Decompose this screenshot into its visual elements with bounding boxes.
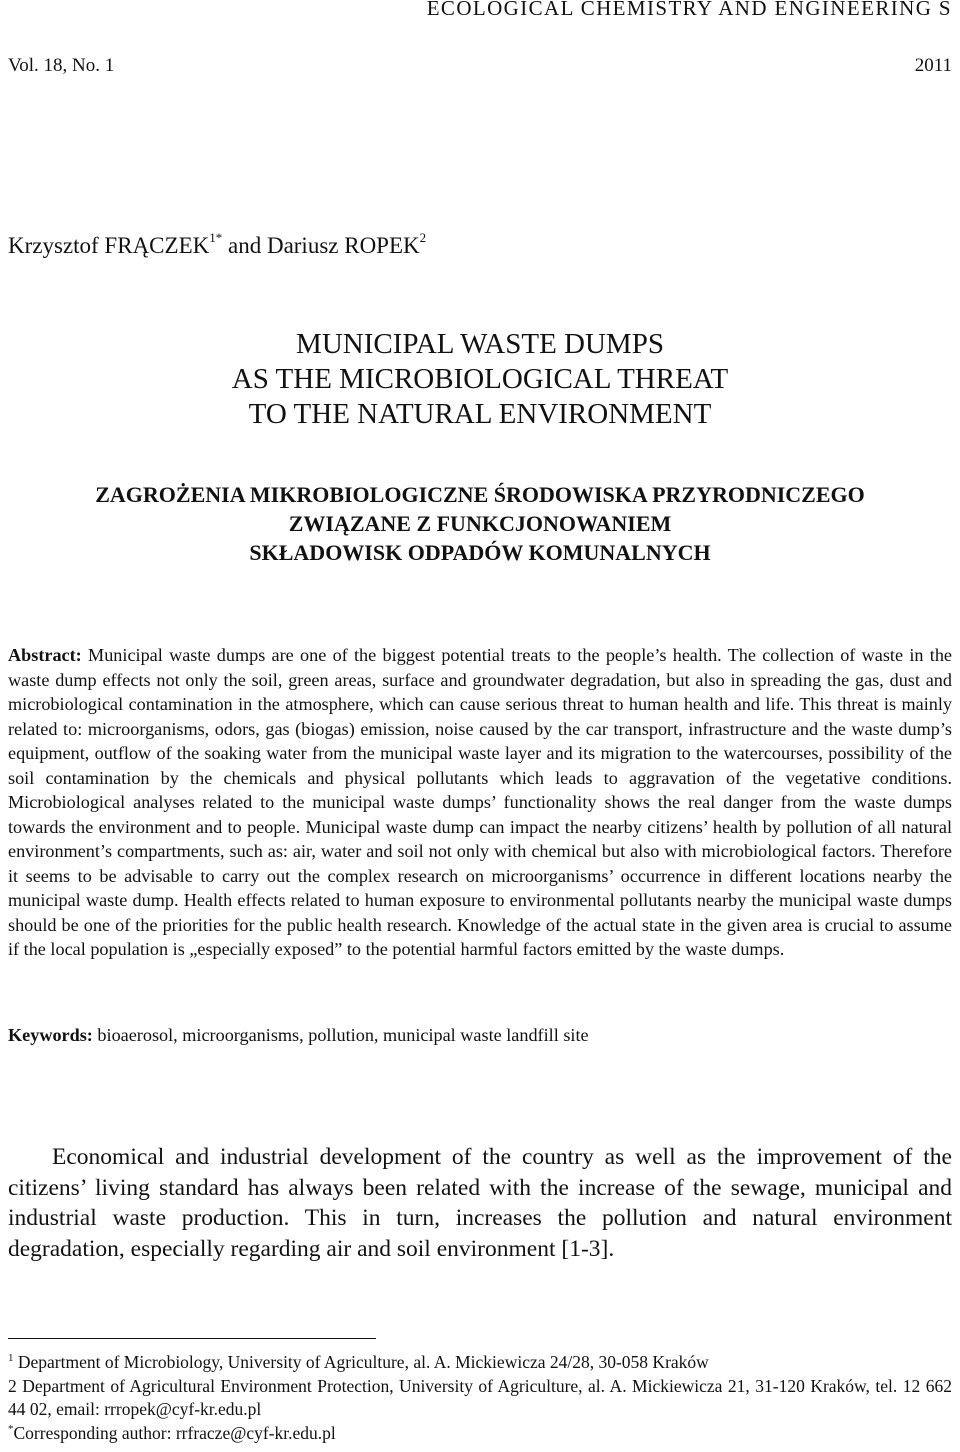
keywords-text: bioaerosol, microorganisms, pollution, municipal waste landfill site bbox=[97, 1025, 589, 1045]
title-pl-line-3: SKŁADOWISK ODPADÓW KOMUNALNYCH bbox=[249, 540, 711, 565]
footnote-2 bbox=[8, 1375, 952, 1422]
footnote-2-text: Department of Agricultural Environment Protection, University of Agriculture, al. A. Mickiewicza 21, 31-120 Kraków, tel. 12 662 44 02, email: rrropek@cyf-kr.edu.pl bbox=[8, 1375, 952, 1419]
intro-paragraph: Economical and industrial development of the country as well as the improvement of the citizens’ living standard has always been related with the increase of the sewage, municipal and industrial waste production. This in turn, increases the pollution and natural environment degradation, especially regarding air and soil environment [1-3]. bbox=[8, 1144, 952, 1262]
publication-year: 2011 bbox=[914, 55, 952, 76]
author-2-name: Dariusz ROPEK bbox=[266, 233, 420, 258]
title-pl-line-1: ZAGROŻENIA MIKROBIOLOGICZNE ŚRODOWISKA PRZYRODNICZEGO bbox=[95, 482, 865, 507]
journal-name: ECOLOGICAL CHEMISTRY AND ENGINEERING S bbox=[426, 0, 952, 20]
footnote-separator bbox=[8, 1338, 376, 1339]
author-2-affiliation-mark: 2 bbox=[419, 230, 427, 245]
author-1-name: Krzysztof FRĄCZEK bbox=[8, 233, 210, 258]
footnote-1-text: Department of Microbiology, University of Agriculture, al. A. Mickiewicza 24/28, 30-058 Kraków bbox=[17, 1352, 709, 1372]
footnote-3 bbox=[8, 1422, 952, 1446]
footnote-3-mark: * bbox=[8, 1422, 14, 1435]
footnotes bbox=[8, 1351, 952, 1445]
author-connector: and bbox=[227, 233, 262, 258]
title-en-line-3: TO THE NATURAL ENVIRONMENT bbox=[248, 398, 712, 430]
title-en-line-2: AS THE MICROBIOLOGICAL THREAT bbox=[231, 363, 729, 395]
title-polish bbox=[0, 480, 960, 567]
footnote-1-mark: 1 bbox=[8, 1352, 14, 1364]
title-pl-line-2: ZWIĄZANE Z FUNKCJONOWANIEM bbox=[288, 511, 672, 536]
footnote-3-text: Corresponding author: rrfracze@cyf-kr.edu.pl bbox=[13, 1422, 336, 1443]
author-line bbox=[8, 230, 427, 259]
footnote-1 bbox=[8, 1351, 952, 1375]
keywords-label: Keywords: bbox=[8, 1025, 93, 1045]
author-1-affiliation-mark: 1* bbox=[209, 230, 223, 245]
abstract-text: Municipal waste dumps are one of the biggest potential treats to the people’s health. The collection of waste in the waste dump effects not only the soil, green areas, surface and groundwater degradation, but also in spreading the gas, dust and microbiological contamination in the atmosphere, which can cause serious threat to human health and life. This threat is mainly related to: microorganisms, odors, gas (biogas) emission, noise caused by the car transport, infrastructure and the waste dump’s equipment, outflow of the soaking water from the municipal waste layer and its migration to the watercourses, possibility of the soil contamination by the chemicals and physical pollutants which leads to aggravation of the vegetative conditions. Microbiological analyses related to the municipal waste dumps’ functionality shows the real danger from the waste dumps towards the environment and to people. Municipal waste dump can impact the nearby citizens’ health by pollution of all natural environment’s compartments, such as: air, water and soil not only with chemical but also with microbiological factors. Therefore it seems to be advisable to carry out the complex research on microorganisms’ occurrence in different locations nearby the municipal waste dump. Health effects related to human exposure to environmental pollutants nearby the municipal waste dumps should be one of the priorities for the public health research. Knowledge of the actual state in the given area is crucial to assume if the local population is „especially exposed” to the potential harmful factors emitted by the waste dumps. bbox=[8, 645, 952, 959]
abstract-label: Abstract: bbox=[8, 645, 82, 665]
footnote-2-mark: 2 bbox=[8, 1375, 17, 1396]
abstract bbox=[8, 643, 952, 962]
volume-issue: Vol. 18, No. 1 bbox=[8, 55, 115, 76]
title-en-line-1: MUNICIPAL WASTE DUMPS bbox=[296, 328, 664, 360]
keywords bbox=[8, 1025, 589, 1046]
title-english bbox=[0, 327, 960, 432]
